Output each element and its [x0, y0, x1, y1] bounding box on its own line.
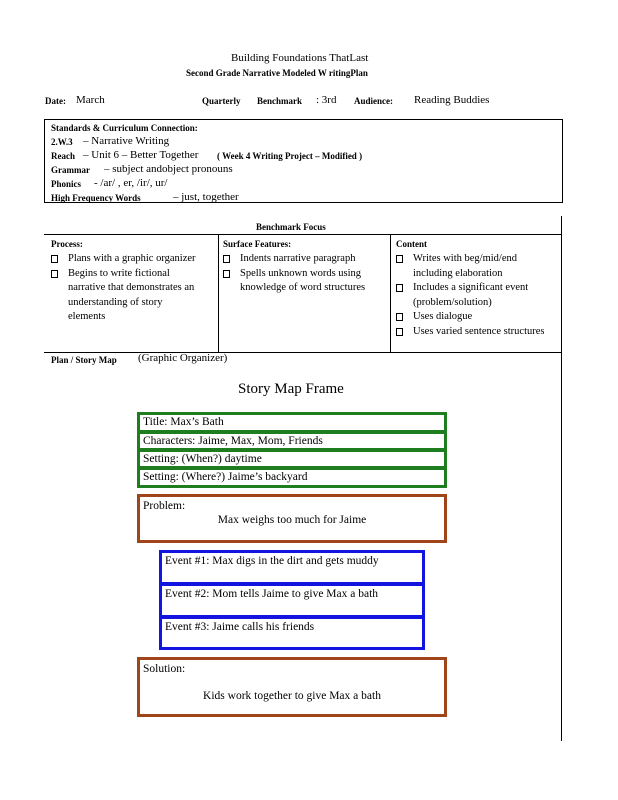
plan-label: Plan / Story Map: [51, 355, 117, 365]
hf-words-label: High Frequency Words: [51, 193, 141, 203]
reach-text: – Unit 6 – Better Together: [83, 149, 199, 161]
setting-when-text: Setting: (When?) daytime: [143, 453, 262, 465]
checkbox-icon: [396, 328, 403, 336]
audience-label: Audience:: [354, 96, 393, 106]
hf-words-text: – just, together: [173, 191, 239, 203]
focus-table-bottom-line: [44, 352, 561, 353]
content-list: [396, 252, 546, 339]
process-heading: Process:: [51, 239, 83, 249]
standards-heading: Standards & Curriculum Connection:: [51, 123, 198, 133]
standards-code: 2.W.3: [51, 137, 73, 147]
checkbox-icon: [51, 270, 58, 278]
doc-title-line2: Second Grade Narrative Modeled W ritingPlan: [186, 68, 368, 78]
reach-label: Reach: [51, 151, 75, 161]
checkbox-icon: [223, 255, 230, 263]
right-margin-line: [561, 216, 562, 741]
standards-code-text: – Narrative Writing: [83, 135, 170, 147]
process-list: [51, 252, 201, 325]
problem-box: [137, 494, 447, 543]
list-item: Plans with a graphic organizer: [51, 252, 201, 267]
focus-table-divider-2: [390, 234, 391, 352]
event-1-text: Event #1: Max digs in the dirt and gets muddy: [165, 555, 379, 567]
setting-when-row: [137, 449, 447, 469]
date-label: Date:: [45, 96, 66, 106]
content-heading: Content: [396, 239, 427, 249]
event-2-box: [159, 583, 425, 618]
event-2-text: Event #2: Mom tells Jaime to give Max a bath: [165, 588, 379, 600]
event-1-box: [159, 550, 425, 585]
quarterly-label: Quarterly: [202, 96, 241, 106]
setting-where-text: Setting: (Where?) Jaime’s backyard: [143, 471, 308, 483]
setting-where-row: [137, 467, 447, 488]
list-item: Includes a significant event (problem/solution): [396, 281, 546, 310]
surface-list: [223, 252, 383, 296]
list-item: Uses dialogue: [396, 310, 546, 325]
solution-box: [137, 657, 447, 717]
problem-label: Problem:: [143, 500, 186, 512]
phonics-text: - /ar/ , er, /ir/, ur/: [94, 177, 168, 189]
list-item: Uses varied sentence structures: [396, 325, 546, 340]
grammar-label: Grammar: [51, 165, 90, 175]
list-item: Spells unknown words using knowledge of word structures: [223, 267, 383, 296]
checkbox-icon: [396, 313, 403, 321]
checkbox-icon: [396, 284, 403, 292]
list-item: Writes with beg/mid/end including elaboration: [396, 252, 546, 281]
title-row: [137, 412, 447, 433]
characters-row-text: Characters: Jaime, Max, Mom, Friends: [143, 435, 323, 447]
characters-row: [137, 431, 447, 451]
reach-small: ( Week 4 Writing Project – Modified ): [217, 151, 363, 161]
surface-heading: Surface Features:: [223, 239, 292, 249]
checkbox-icon: [51, 255, 58, 263]
focus-table-top-line: [44, 234, 561, 235]
phonics-label: Phonics: [51, 179, 82, 189]
focus-table-divider-1: [218, 234, 219, 352]
list-item: Begins to write fictional narrative that demonstrates an understanding of story elements: [51, 267, 201, 325]
checkbox-icon: [223, 270, 230, 278]
grammar-text: – subject andobject pronouns: [104, 163, 233, 175]
title-row-text: Title: Max’s Bath: [143, 416, 224, 428]
checkbox-icon: [396, 255, 403, 263]
doc-title-line1: Building Foundations ThatLast: [231, 52, 369, 64]
event-3-box: [159, 616, 425, 650]
plan-graphic-organizer: (Graphic Organizer): [138, 352, 228, 364]
problem-text: Max weighs too much for Jaime: [217, 514, 367, 526]
benchmark-focus-label: Benchmark Focus: [256, 222, 326, 232]
solution-text: Kids work together to give Max a bath: [203, 690, 381, 702]
list-item: Indents narrative paragraph: [223, 252, 383, 267]
event-3-text: Event #3: Jaime calls his friends: [165, 621, 315, 633]
benchmark-value: : 3rd: [316, 94, 337, 106]
audience-value: Reading Buddies: [414, 94, 490, 106]
date-value: March: [76, 94, 105, 106]
solution-label: Solution:: [143, 663, 186, 675]
benchmark-label: Benchmark: [257, 96, 302, 106]
story-map-title: Story Map Frame: [238, 381, 344, 397]
